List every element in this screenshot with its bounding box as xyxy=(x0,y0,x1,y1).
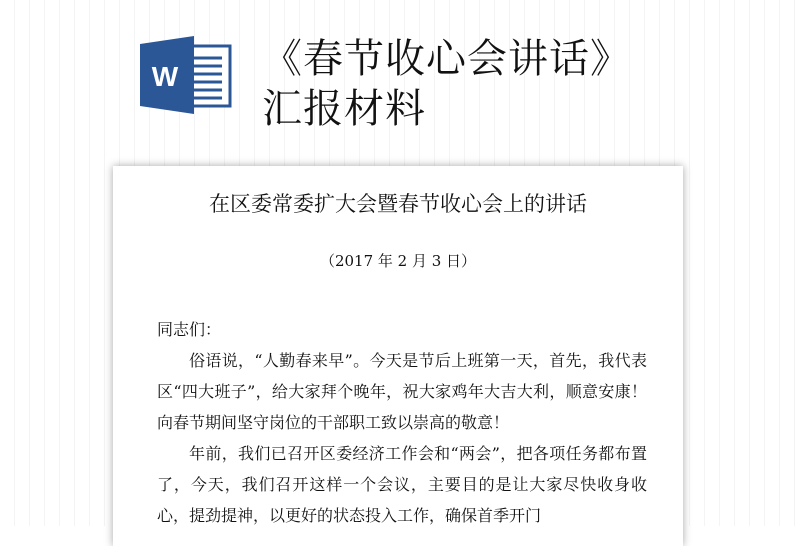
title-line-1: 《春节收心会讲话》 xyxy=(262,36,631,82)
title-line-2: 汇报材料 xyxy=(262,86,426,132)
word-icon-letter: W xyxy=(151,61,179,92)
document-title: 在区委常委扩大会暨春节收心会上的讲话 xyxy=(209,192,587,216)
paragraph: 年前，我们已召开区委经济工作会和“两会”，把各项任务都布置了，今天，我们召开这样一个会议，主要目的是让大家尽快收身收心，提劲提神，以更好的状态投入工作，确保首季开门 xyxy=(157,444,647,525)
document-date: （2017 年 2 月 3 日） xyxy=(319,252,477,270)
word-document-icon xyxy=(140,36,232,114)
salutation: 同志们： xyxy=(157,320,222,339)
document-page xyxy=(113,166,683,546)
paragraph: 俗语说，“人勤春来早”。今天是节后上班第一天，首先，我代表区“四大班子”，给大家拜个晚年，祝大家鸡年大吉大利，顺意安康！向春节期间坚守岗位的干部职工致以崇高的敬意！ xyxy=(157,351,647,432)
page-title xyxy=(262,34,782,134)
header xyxy=(0,0,800,150)
document-body xyxy=(157,314,647,531)
